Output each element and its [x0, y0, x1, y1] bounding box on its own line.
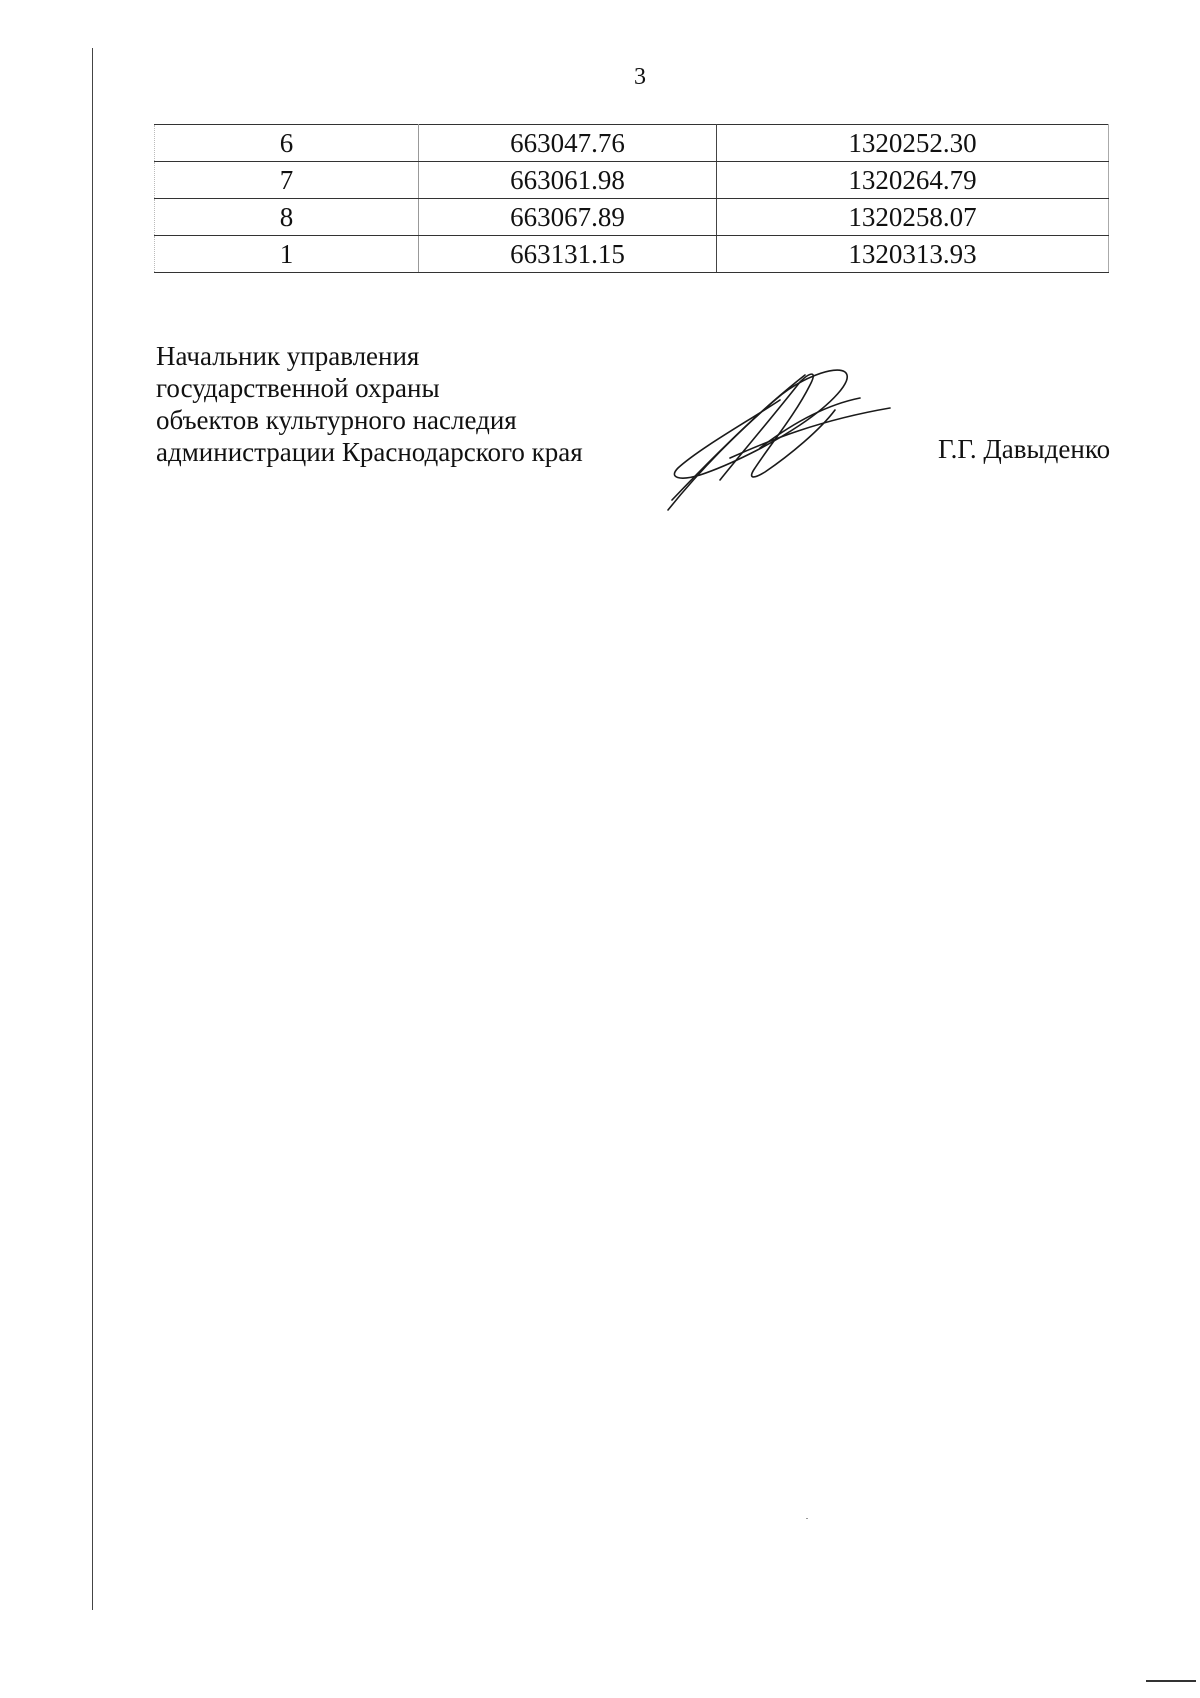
y-coordinate-cell: 1320252.30 [717, 125, 1109, 162]
table-row [155, 162, 1109, 199]
x-coordinate-cell: 663047.76 [419, 125, 717, 162]
x-coordinate-cell: 663067.89 [419, 199, 717, 236]
corner-line [1146, 1680, 1196, 1682]
signatory-title-line: администрации Краснодарского края [156, 437, 583, 467]
coordinates-table [154, 124, 1109, 273]
handwritten-signature-icon [660, 360, 900, 520]
table-row [155, 236, 1109, 273]
scan-speck [806, 1518, 808, 1519]
x-coordinate-cell: 663131.15 [419, 236, 717, 273]
table-row [155, 199, 1109, 236]
y-coordinate-cell: 1320264.79 [717, 162, 1109, 199]
page-margin-line [92, 48, 93, 1610]
point-number-cell: 1 [155, 236, 419, 273]
page-number: 3 [634, 64, 646, 90]
signatory-title-line: объектов культурного наследия [156, 405, 517, 435]
signer-name: Г.Г. Давыденко [938, 434, 1111, 464]
point-number-cell: 8 [155, 199, 419, 236]
point-number-cell: 7 [155, 162, 419, 199]
y-coordinate-cell: 1320258.07 [717, 199, 1109, 236]
y-coordinate-cell: 1320313.93 [717, 236, 1109, 273]
signatory-title-line: государственной охраны [156, 373, 440, 403]
signatory-title [156, 340, 583, 468]
table-row [155, 125, 1109, 162]
x-coordinate-cell: 663061.98 [419, 162, 717, 199]
point-number-cell: 6 [155, 125, 419, 162]
signatory-title-line: Начальник управления [156, 341, 420, 371]
